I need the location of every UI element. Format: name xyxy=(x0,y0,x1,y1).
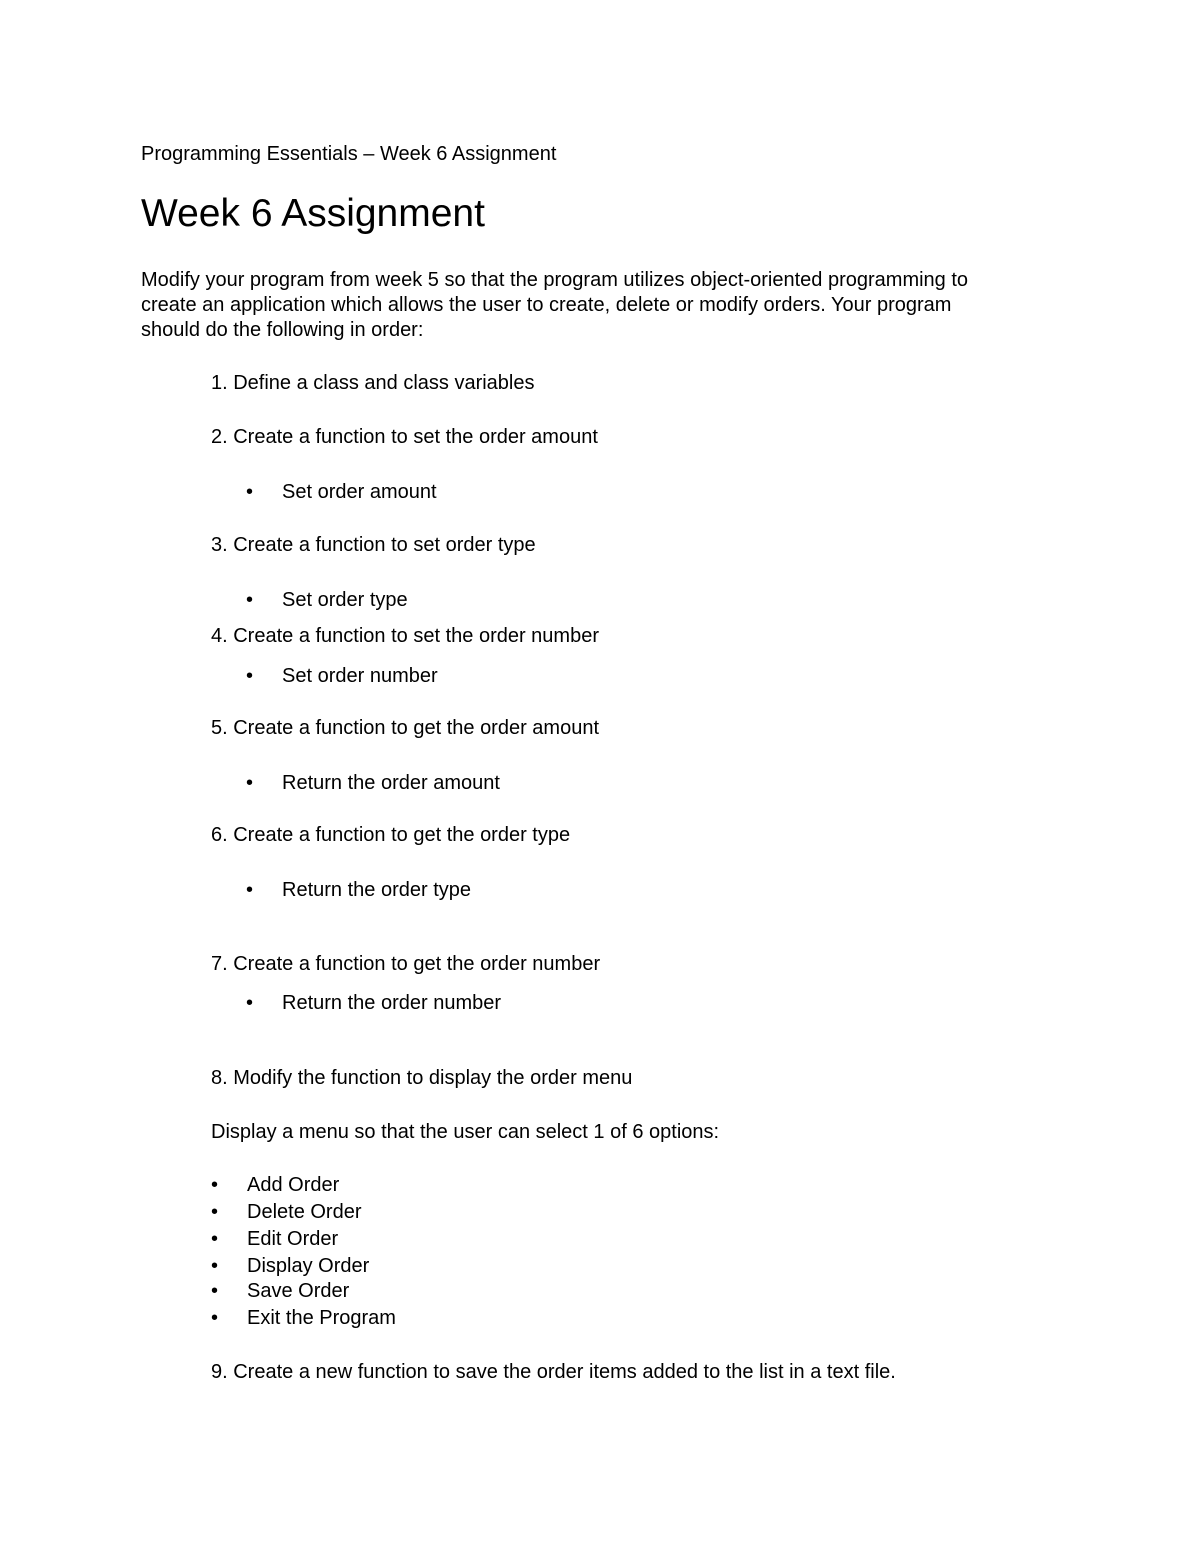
step-5: 5. Create a function to get the order amount xyxy=(211,717,600,739)
menu-intro: Display a menu so that the user can select 1 of 6 options: xyxy=(211,1121,720,1143)
menu-option-label: Add Order xyxy=(247,1174,340,1196)
intro-line: Modify your program from week 5 so that the program utilizes object-oriented programming to xyxy=(141,269,969,291)
subitem-text: Set order type xyxy=(282,589,408,611)
page-header: Programming Essentials – Week 6 Assignment xyxy=(141,143,557,165)
bullet-icon: • xyxy=(211,1228,219,1250)
subitem-text: Set order amount xyxy=(282,481,437,503)
menu-option-label: Edit Order xyxy=(247,1228,339,1250)
bullet-icon: • xyxy=(211,1280,219,1302)
step-1: 1. Define a class and class variables xyxy=(211,372,535,394)
bullet-icon: • xyxy=(246,665,254,687)
page-title: Week 6 Assignment xyxy=(141,192,485,235)
bullet-icon: • xyxy=(246,879,254,901)
step-9: 9. Create a new function to save the order items added to the list in a text file. xyxy=(211,1361,896,1383)
menu-option-label: Display Order xyxy=(247,1255,370,1277)
step-2: 2. Create a function to set the order amount xyxy=(211,426,598,448)
step-6: 6. Create a function to get the order type xyxy=(211,824,571,846)
subitem-text: Set order number xyxy=(282,665,438,687)
bullet-icon: • xyxy=(246,772,254,794)
bullet-icon: • xyxy=(246,481,254,503)
subitem-text: Return the order type xyxy=(282,879,471,901)
bullet-icon: • xyxy=(246,589,254,611)
step-3: 3. Create a function to set order type xyxy=(211,534,536,556)
bullet-icon: • xyxy=(211,1255,219,1277)
bullet-icon: • xyxy=(211,1307,219,1329)
intro-paragraph xyxy=(141,268,968,343)
menu-option-label: Exit the Program xyxy=(247,1307,396,1329)
bullet-icon: • xyxy=(211,1201,219,1223)
menu-option-label: Save Order xyxy=(247,1280,350,1302)
subitem-text: Return the order amount xyxy=(282,772,500,794)
step-4: 4. Create a function to set the order number xyxy=(211,625,599,647)
intro-line: create an application which allows the user to create, delete or modify orders. Your program xyxy=(141,294,952,316)
menu-option-label: Delete Order xyxy=(247,1201,362,1223)
bullet-icon: • xyxy=(211,1174,219,1196)
bullet-icon: • xyxy=(246,992,254,1014)
step-7: 7. Create a function to get the order number xyxy=(211,953,601,975)
subitem-text: Return the order number xyxy=(282,992,502,1014)
intro-line: should do the following in order: xyxy=(141,319,424,341)
step-8: 8. Modify the function to display the order menu xyxy=(211,1067,633,1089)
